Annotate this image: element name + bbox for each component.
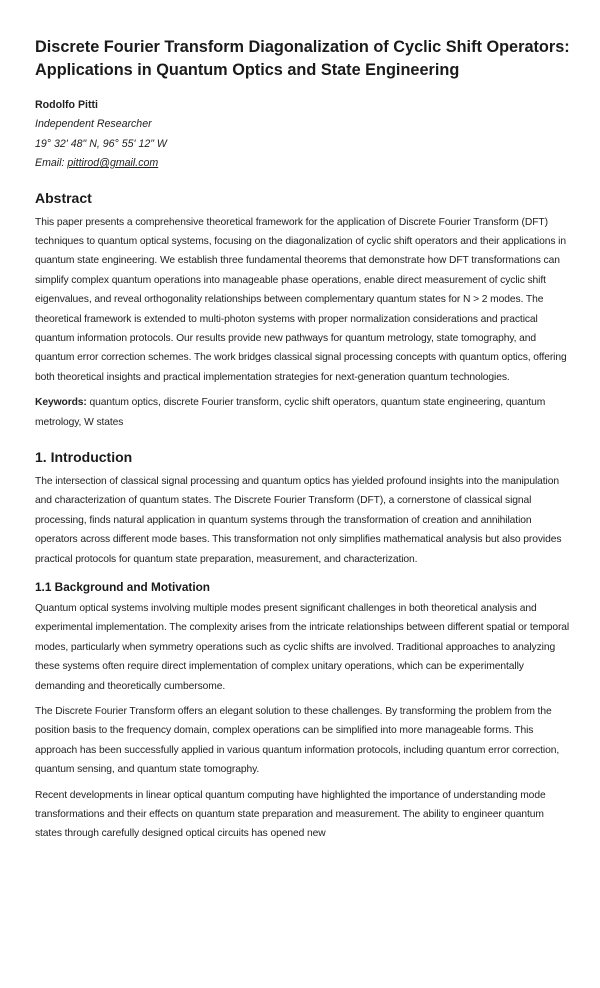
- author-block: [35, 95, 570, 174]
- abstract-heading: Abstract: [35, 189, 92, 206]
- introduction-paragraph: The intersection of classical signal processing and quantum optics has yielded profound insights into the manipulation and characterization of quantum states. The Discrete Fourier Transform (DFT), a cornerstone of classical signal processing, finds natural application in quantum systems through the transformation of creation and annihilation operators across different mode bases. This transformation not only simplifies mathematical analysis but also provides practical protocols for quantum state preparation, measurement, and characterization.: [35, 475, 562, 565]
- keywords: [35, 393, 570, 432]
- author-email: [35, 154, 570, 174]
- paper-title: Discrete Fourier Transform Diagonalization of Cyclic Shift Operators: Applications in Quantum Optics and State Engineering: [35, 38, 570, 79]
- keywords-label: Keywords:: [35, 397, 87, 409]
- author-name: Rodolfo Pitti: [35, 99, 98, 111]
- background-paragraph-1: Quantum optical systems involving multiple modes present significant challenges in both theoretical analysis and experimental implementation. The complexity arises from the intricate relationships between different spatial or temporal modes, particularly when symmetry operations such as cyclic shifts are involved. Traditional approaches to analyzing these systems often require direct implementation of complex unitary operations, which can be experimentally demanding and theoretically cumbersome.: [35, 603, 570, 692]
- keywords-text: quantum optics, discrete Fourier transform, cyclic shift operators, quantum state engineering, quantum metrology, W states: [35, 397, 546, 428]
- email-link[interactable]: pittirod@gmail.com: [67, 157, 159, 169]
- background-paragraph-2: The Discrete Fourier Transform offers an elegant solution to these challenges. By transforming the problem from the position basis to the frequency domain, complex operations can be simplified into more manageable forms. This approach has been successfully applied in various quantum information protocols, including quantum error correction, quantum sensing, and quantum state tomography.: [35, 706, 560, 776]
- background-paragraph-3: Recent developments in linear optical quantum computing have highlighted the importance of understanding mode transformations and their effects on quantum state preparation and measurement. The ability to engineer quantum states through carefully designed optical circuits has opened new: [35, 789, 546, 840]
- email-label: Email:: [35, 157, 65, 169]
- introduction-heading: 1. Introduction: [35, 448, 133, 465]
- abstract-text: This paper presents a comprehensive theoretical framework for the application of Discrete Fourier Transform (DFT) techniques to quantum optical systems, focusing on the diagonalization of cyclic shift operators and their applications in quantum state engineering. We establish three fundamental theorems that demonstrate how DFT transformations can simplify complex quantum operations into manageable phase operations, enable direct measurement of cyclic shift eigenvalues, and reveal orthogonality relationships between complementary quantum states for N > 2 modes. The theoretical framework is extended to multi-photon systems with proper normalization considerations and practical quantum information protocols. Our results provide new pathways for quantum metrology, state tomography, and quantum error correction schemes. The work bridges classical signal processing concepts with quantum optics, offering both theoretical insights and practical implementation strategies for next-generation quantum technologies.: [35, 216, 567, 383]
- background-heading: 1.1 Background and Motivation: [35, 580, 211, 594]
- author-affiliation: Independent Researcher: [35, 118, 152, 130]
- author-coordinates: 19° 32' 48" N, 96° 55' 12" W: [35, 137, 167, 150]
